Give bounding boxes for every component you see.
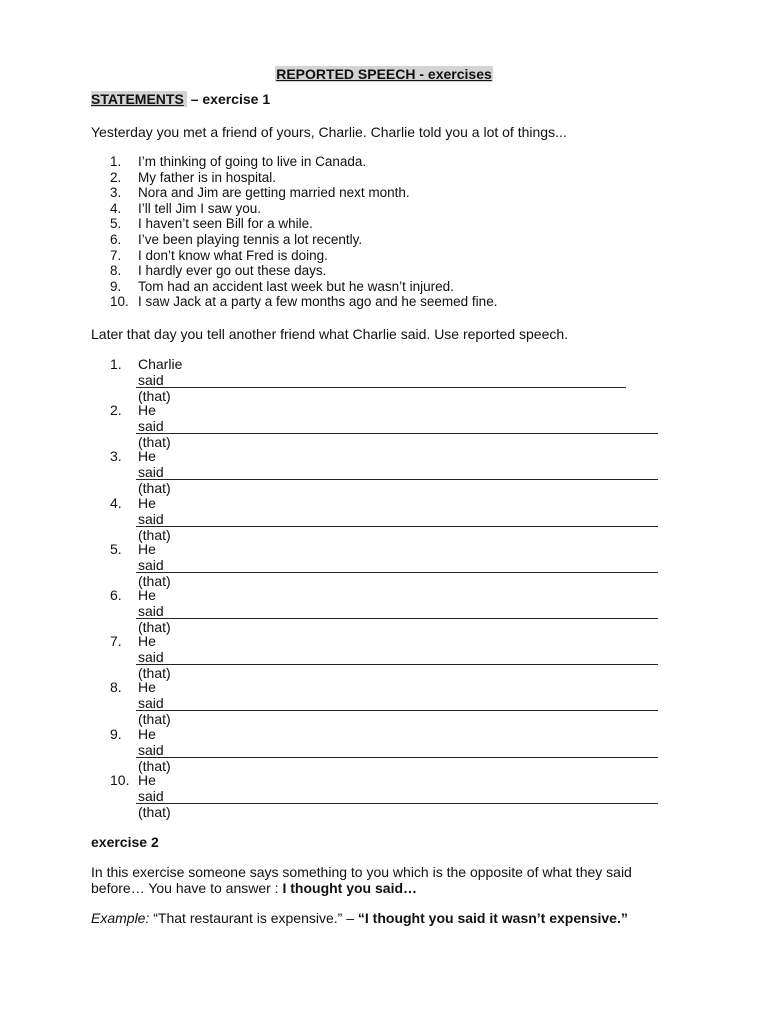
list-item: 2. My father is in hospital.	[110, 169, 277, 185]
list-item: 1. I’m thinking of going to live in Canada.	[110, 154, 367, 169]
list-item: 8. I hardly ever go out these days.	[110, 263, 327, 279]
answer-blank-line[interactable]	[136, 479, 658, 480]
section1-label: STATEMENTS	[91, 91, 187, 107]
answer-blank-line[interactable]	[136, 664, 658, 665]
answer-blank-line[interactable]	[136, 803, 658, 804]
list-item: 6. I’ve been playing tennis a lot recently.	[110, 231, 363, 247]
list-item: 7. I don’t know what Fred is doing.	[110, 247, 328, 263]
section2-instructions: In this exercise someone says something to you which is the opposite of what they said before… You have to answer : I thought you said…	[91, 864, 632, 896]
answer-blank-line[interactable]	[136, 387, 626, 388]
answer-blank-line[interactable]	[136, 526, 658, 527]
section1-heading	[91, 91, 270, 107]
section2-example	[91, 910, 628, 926]
list-item: 4. I’ll tell Jim I saw you.	[110, 200, 262, 216]
section1-sublabel: – exercise 1	[190, 91, 271, 107]
section1-instruction: Later that day you tell another friend what Charlie said. Use reported speech.	[91, 326, 569, 342]
answer-blank-line[interactable]	[136, 618, 658, 619]
answer-blank-line[interactable]	[136, 433, 658, 434]
list-item: 5. I haven’t seen Bill for a while.	[110, 216, 313, 232]
list-item: 10. I saw Jack at a party a few months ago and he seemed fine.	[110, 294, 498, 310]
section1-intro: Yesterday you met a friend of yours, Charlie. Charlie told you a lot of things...	[91, 124, 567, 140]
example-label: Example:	[91, 910, 150, 926]
answer-blank-line[interactable]	[136, 757, 658, 758]
answer-blank-line[interactable]	[136, 572, 658, 573]
example-quote: “That restaurant is expensive.” –	[149, 910, 358, 926]
list-item: 9. Tom had an accident last week but he wasn’t injured.	[110, 278, 454, 294]
statement-list	[110, 154, 497, 310]
example-answer: “I thought you said it wasn’t expensive.”	[357, 910, 628, 926]
section2-heading: exercise 2	[91, 834, 159, 850]
page-title: REPORTED SPEECH - exercises	[276, 66, 492, 82]
list-item: 3. Nora and Jim are getting married next month.	[110, 185, 410, 201]
worksheet-page: REPORTED SPEECH - exercises STATEMENTS – exercise 1 Yesterday you met a friend of yours, Charlie. Charlie told you a lot of things... 1. I’m thinking of going to live in Canada. 2. My father is in hospital. 3. Nora and Jim are getting married next month. 4. I’ll tell Jim I saw you. 5. I haven’t seen Bill for a while. 6. I’ve been playing tennis a lot recently. 7. I don’t know what Fred is doing. 8. I hardly ever go out these days. 9. Tom had an accident last week but he wasn’t injured. 10. I saw Jack at a party a few months ago and he seemed fine. Later that day you tell another friend what Charlie said. Use reported speech. 1. Charlie said (that) 2. He said (that) 3. He said (that) 4. He said (that) 5. He said (that) 6. He said (that) 7. He said (that) 8. He said (that) 9. He said (that) 10. He said (that) exercise 2 In this exercise someone says something to you which is the opposite of what they said before… You have to answer : I thought you said… Example: “That restaurant is expensive.” – “I thought you said it wasn’t expensive.”	[0, 0, 768, 1024]
answer-blank-line[interactable]	[136, 710, 658, 711]
